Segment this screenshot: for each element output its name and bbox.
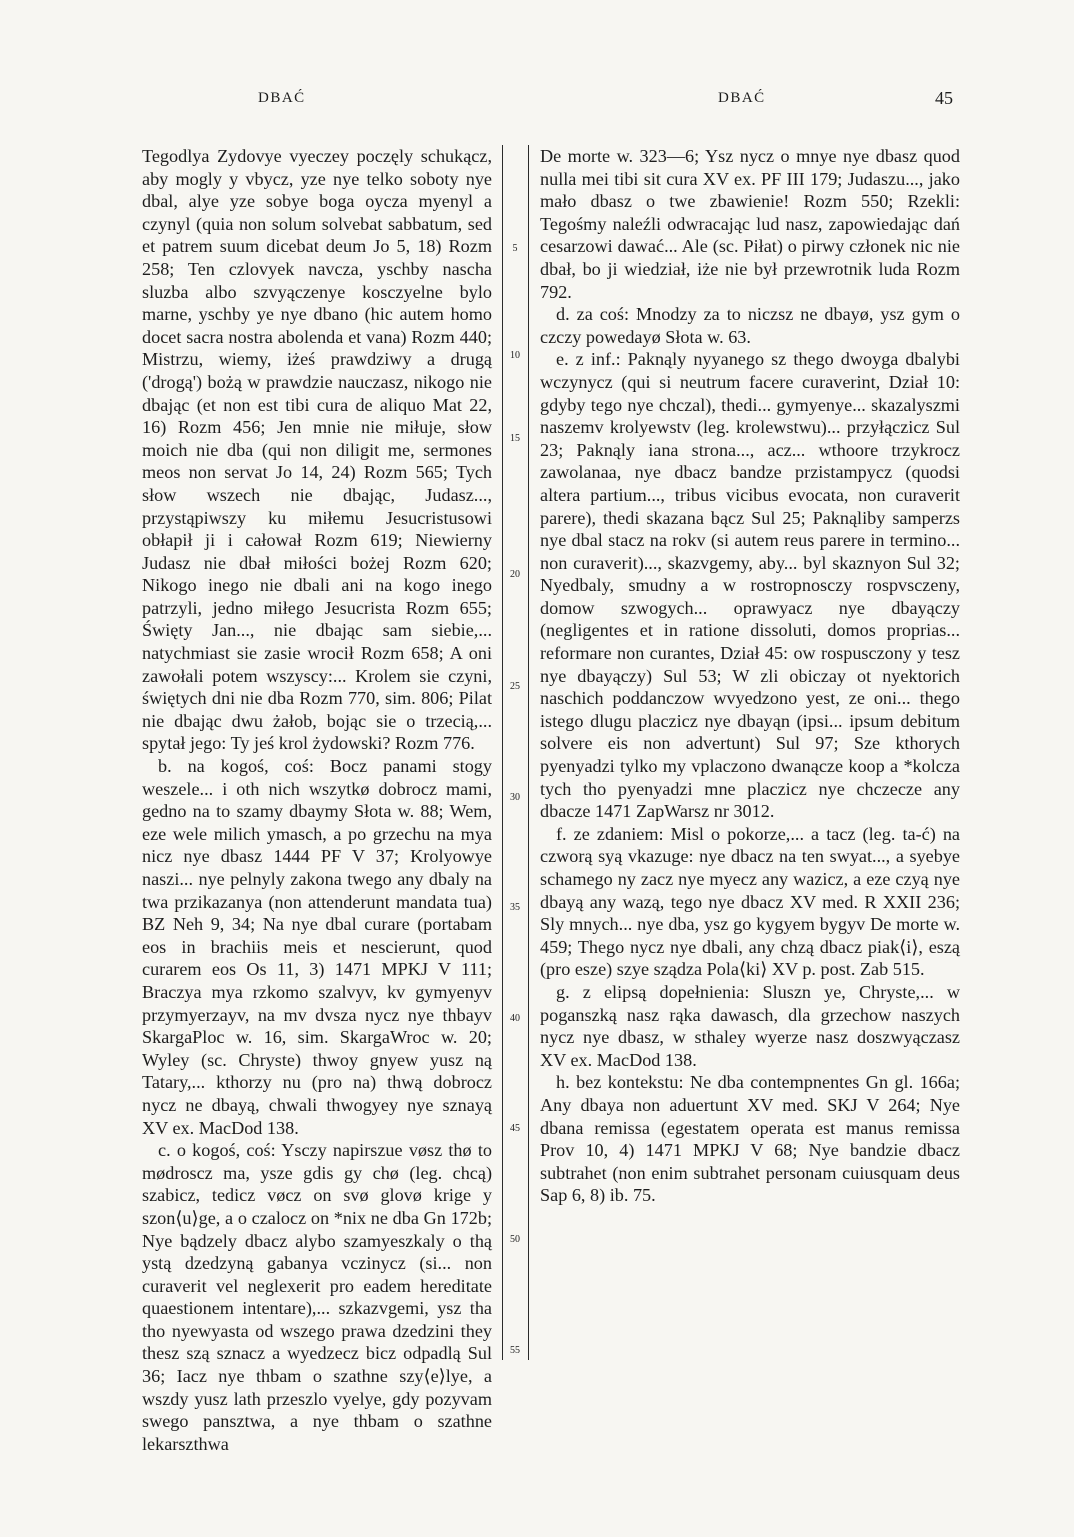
entry-paragraph: d. za coś: Mnodzy za to niczsz ne dbayø, ysz gym o czczy powedayø Słota w. 63. — [540, 304, 960, 347]
line-number: 45 — [510, 1123, 520, 1134]
right-column — [540, 145, 960, 1207]
column-rule-right — [528, 145, 529, 1360]
line-number: 30 — [510, 792, 520, 803]
entry-paragraph: b. na kogoś, coś: Bocz panami stogy weszele... i oth nich wszytkø dobrocz mami, gedno na to szamy dbaymy Słota w. 88; Wem, eze wele milich ymasch, a po grzechu na mya nicz nye dbasz 1444 PF V 37; Krolyowye naszi... nye pelnyly zakona twego any dbaly na twa przikazanya (non attenderunt mandata tua) BZ Neh 9, 34; Na nye dbal curare (portabam eos in brachiis meis et nescierunt, quod curarem eos Os 11, 3) 1471 MPKJ V 111; Braczya mya rzkomo szalvyv, kv gymyenyv przymyerzayv, na mv dvsza nycz nye thbayv SkargaPloc w. 16, sim. SkargaWroc w. 20; Wyley (sc. Chryste) thwoy gnyew yusz ną Tatary,... kthorzy nu (pro na) thwą dobrocz nycz ne dbayą, chwali thwogyey nye sznayą XV ex. MacDod 138. — [142, 756, 492, 1138]
line-number: 40 — [510, 1013, 520, 1024]
running-head-right: DBAĆ — [718, 90, 766, 106]
line-number: 5 — [512, 243, 518, 254]
line-number: 25 — [510, 681, 520, 692]
entry-paragraph: De morte w. 323—6; Ysz nycz o mnye nye dbasz quod nulla mei tibi sit cura XV ex. PF III 179; Judaszu..., jako mało dbasz o twe zbawienie! Rozm 550; Rzekli: Tegośmy naleźli odwracając lud nasz, zapowiedając dań cesarzowi dawać... Ale (sc. Piłat) o pirwy członek nic nie dbał, bo ji wiedział, iże nie był przewrotnik luda Rozm 792. — [540, 146, 960, 302]
entry-paragraph: e. z inf.: Paknąly nyyanego sz thego dwoyga dbalybi wczynycz (qui si neutrum facere curaverint, Dział 10: gdyby tego nye chczal), thedi... gymyenye... skazalyszmi naszemv krolyewstv (leg. krolewstwu)... przyłączicz Sul 23; Paknąly iana strona..., acz... wthoore trzykrocz zawolanaa, nye dbacz bandze przistampycz (quodsi altera partium..., tribus vicibus evocata, non curaverit parere), thedi skazana bącz Sul 25; Paknąliby samperzs nye dbal stacz na rokv (si autem reus parere in termino... non curaverit)..., skazvgemy, aby... byl skaznyon Sul 32; Nyedbaly, smudny a w rostropnosczy rospvsczeny, domow szwogych... oprawyacz nye dbayączy (negligentes et in ratione dissoluti, domos proprias... reformare non curantes, Dział 45: ow rospusczony y tesz nye dbayączy) Sul 53; W zli obiczay ot nyektorich naschich poddanczow wvyedzono yest, ze oni... thego istego dlugu placzicz nye dbayąn (ipsi... ipsum debitum solvere eis non advertunt) Sul 97; Sze kthorych pyenyadzi tylko my vplaczono dwanącze koop a *kolcza tych tho pyenyadzi mne placzicz nye chczecze any dbacze 1471 ZapWarsz nr 3012. — [540, 349, 960, 822]
line-number: 55 — [510, 1345, 520, 1356]
line-number: 15 — [510, 433, 520, 444]
left-column — [142, 145, 492, 1455]
entry-paragraph: Tegodlya Zydovye vyeczey poczęly schukącz, aby mogly y vbycz, yze nye telko soboty nye dbal, alye yze sobye boga oycza myenyl a czynyl (quia non solum solvebat sabbatum, sed et patrem suum dicebat deum Jo 5, 18) Rozm 258; Ten czlovyek navcza, yschby nascha sluzba albo szvyączenye kosczyelne bylo marne, yschby ye nye dbano (hic autem homo docet sacra nostra abolenda et vana) Rozm 440; Mistrzu, wiemy, iżeś prawdziwy a drugą ('drogą') bożą w prawdzie nauczasz, nikogo nie dbając (et non est tibi cura de aliquo Mat 22, 16) Rozm 456; Jen mnie nie miłuje, słow moich nie dba (qui non diligit me, sermones meos non servat Jo 14, 24) Rozm 565; Tych słow wszech nie dbając, Judasz..., przystąpiwszy ku miłemu Jesucristusowi obłapił ji i całował Rozm 619; Niewierny Judasz nie dbał miłości bożej Rozm 620; Nikogo inego nie dbali ani na kogo inego patrzyli, jedno miłego Jesucrista Rozm 655; Święty Jan..., nie dbając sam siebie,... natychmiast sie zasie wrocił Rozm 658; A oni zawołali potem wszyscy:... Krolem sie czyni, świętych dni nie dba Rozm 770, sim. 806; Pilat nie dbając dwu żałob, bojąc sie o trzecią,... spytał jego: Ty jeś krol żydowski? Rozm 776. — [142, 146, 492, 754]
line-number: 35 — [510, 902, 520, 913]
column-rule-left — [502, 145, 503, 1360]
page-number: 45 — [935, 88, 953, 108]
line-number: 50 — [510, 1234, 520, 1245]
line-number: 20 — [510, 569, 520, 580]
entry-paragraph: c. o kogoś, coś: Ysczy napirszue vøsz thø to mødroscz ma, ysze gdis gy chø (leg. chcą) szabicz, tedicz vøcz on svø glovø krige y szon⟨u⟩ge, a o czalocz on *nix ne dba Gn 172b; Nye bądzely dbacz alybo szamyeszkaly o thą ystą dzedzyną gabanya vczinycz (si... non curaverit vel neglexerit pro eadem hereditate quaestionem intentare),... szkazvgemi, ysz tha tho nyewyasta od wszego prawa dzedzini they thesz szą sznacz a wyedzecz bicz odpadlą Sul 36; Iacz nye thbam o szathne szy⟨e⟩lye, a wszdy yusz lath przeszlo vyelye, gdy pozyvam swego pansztwa, a nye thbam o szathne lekarszthwa — [142, 1140, 492, 1454]
entry-paragraph: f. ze zdaniem: Misl o pokorze,... a tacz (leg. ta-ć) na czworą syą vkazuge: nye dbacz na ten swyat..., a syebye schamego ny zacz nye myecz any wazicz, a eze czyą nye dbayą any wazą, tego nye dbacz XV med. R XXII 236; Sly mnych... nye dba, ysz go kygyem bygyv De morte w. 459; Thego nycz nye dbali, any chzą dbacz piak⟨i⟩, eszą (pro esze) szye sządza Pola⟨ki⟩ XV p. post. Zab 515. — [540, 823, 960, 980]
line-number: 10 — [510, 350, 520, 361]
running-head-left: DBAĆ — [258, 90, 306, 106]
entry-paragraph: g. z elipsą dopełnienia: Sluszn ye, Chryste,... w poganszką nasz rąka dawasch, dla grzechow naszych nycz nye dbasz, w sthaley wyerze nasz doszwyączasz XV ex. MacDod 138. — [540, 981, 960, 1070]
entry-paragraph: h. bez kontekstu: Ne dba contempnentes Gn gl. 166a; Any dbaya non aduertunt XV med. SKJ V 264; Nye dbana remissa (egestatem operata est manus remissa Prov 10, 4) 1471 MPKJ V 68; Nye bandzie dbacz subtrahet (non enim subtrahet personam cuiusquam deus Sap 6, 8) ib. 75. — [540, 1072, 960, 1206]
